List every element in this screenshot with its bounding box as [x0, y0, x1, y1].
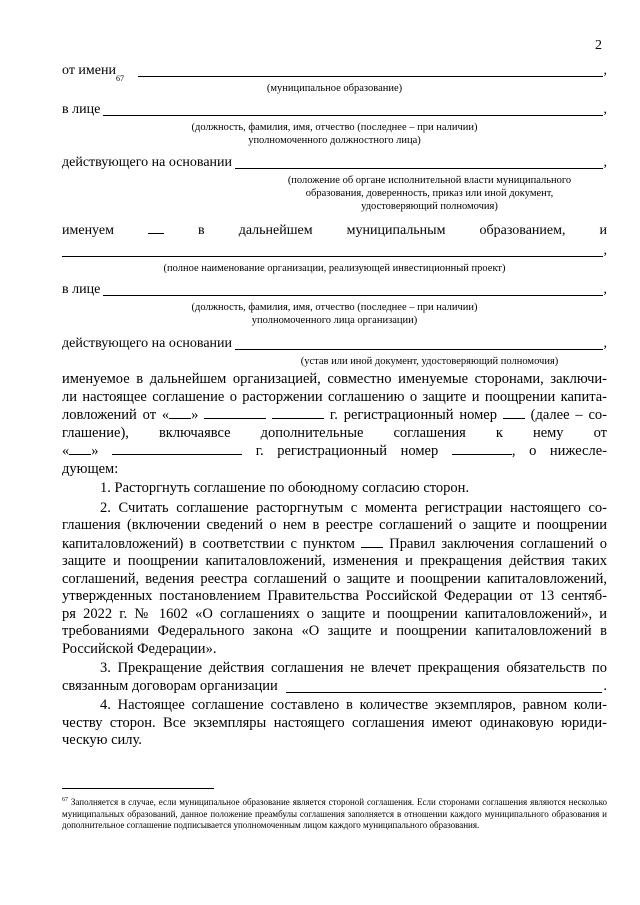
supplement-date-field[interactable]	[112, 442, 242, 455]
org-person-caption: (должность, фамилия, имя, отчество (последнее – при наличии) уполномоченного лица организации)	[191, 302, 478, 326]
clause-1: 1. Расторгнуть соглашение по обоюдному согласию сторон.	[100, 480, 470, 496]
municipality-caption: (муниципальное образование)	[266, 83, 403, 94]
basis-caption: (положение об органе исполнительной власти муниципального образования, доверенность, приказ или иной документ, удостоверяющий полномочия)	[287, 175, 572, 212]
named-line: именуем в дальнейшем муниципальным образованием, и	[62, 223, 608, 238]
charter-line: действующего на основании ,	[62, 336, 607, 351]
on-behalf-line: от имени 67 ,	[62, 63, 607, 83]
org-person-line: в лице ,	[62, 282, 607, 297]
org-name-caption: (полное наименование организации, реализующей инвестиционный проект)	[163, 263, 506, 274]
clause-3: 3. Прекращение действия соглашения не влечет прекращения обязательств по связанным договорам организации .	[62, 660, 607, 694]
supplement-number-field[interactable]	[452, 442, 512, 455]
charter-field[interactable]	[235, 336, 602, 350]
agreement-month-field[interactable]	[204, 406, 266, 419]
agreement-day-field[interactable]	[169, 406, 191, 419]
charter-caption: (устав или иной документ, удостоверяющий полномочия)	[300, 356, 559, 367]
org-name-field[interactable]	[62, 243, 603, 257]
agreement-body	[62, 62, 607, 750]
official-caption: (должность, фамилия, имя, отчество (последнее – при наличии) уполномоченного должностного лица)	[191, 122, 478, 146]
page-number: 2	[595, 38, 602, 53]
agreement-year-field[interactable]	[272, 406, 324, 419]
basis-line: действующего на основании ,	[62, 155, 607, 170]
org-person-field[interactable]	[103, 282, 602, 296]
gender-ending-field[interactable]	[148, 221, 164, 234]
supplement-day-field[interactable]	[69, 442, 91, 455]
related-contracts-field[interactable]	[286, 679, 603, 693]
footnote: $^{67}$ Заполняется в случае, если муниципальное образование является стороной соглашения. Если сторонами соглашения являются несколько муниципальных образований, данное положение преамбулы соглашения заполняется в отношении каждого муниципального образования и дополнительное соглашение подписывается уполномоченным лицом каждого муниципального образования.	[62, 797, 608, 830]
clause-2: 2. Считать соглашение расторгнутым с момента регистрации настоящего со- глашения (включении сведений о нем в реестре соглашений о защите и поощрении капиталовложений) в соответствии с пунктом Правил заключения соглашений о защите и поощрении капиталовложений, изменения и прекращения действия таких соглашений, ведения реестра соглашений о защите и поощрении капиталовложений, утвержденных постановлением Правительства Российской Федерации от 13 сентяб- ря 2022 г. № 1602 «О соглашениях о защите и поощрении капиталовложений», и требованиями Федерального закона «О защите и поощрении капиталовложений в Российской Федерации».	[62, 499, 608, 657]
footnote-divider	[62, 788, 214, 789]
org-name-line: ,	[62, 242, 607, 259]
preamble-text: именуемое в дальнейшем организацией, совместно именуемые сторонами, заключи- ли настоящее соглашение о расторжении соглашению о защите и поощрении капита- ловложений от « » г. регистрационный номер (далее – со- глашение), включаявсе дополнительные соглашения к нему от « » г. регистрационный номер , о нижесле- дующем: 1. Расторгнуть соглашение по обоюдному согласию сторон. 2. Считать соглашение расторгнутым с момента регистрации настоящего со- глашения (включении сведений о нем в реестре соглашений о защите и поощрении капиталовложений) в соответствии с пунктом Правил заключения соглашений о защите и поощрении капиталовложений, изменения и прекращения действия таких соглашений, ведения реестра соглашений о защите и поощрении капиталовложений, утвержденных постановлением Правительства Российской Федерации от 13 сентяб- ря 2022 г. № 1602 «О соглашениях о защите и поощрении капиталовложений», и требованиями Федерального закона «О защите и поощрении капиталовложений в Российской Федерации». 3. Прекращение действия соглашения не влечет прекращения обязательств по связанным договорам организации . 4. Настоящее соглашение составлено в количестве экземпляров, равном коли- честву сторон. Все экземпляры настоящего соглашения имеют одинаковую юриди- ческую силу.	[62, 371, 608, 748]
municipality-field[interactable]	[138, 63, 603, 77]
basis-field[interactable]	[235, 155, 602, 169]
official-line: в лице ,	[62, 102, 607, 117]
official-field[interactable]	[103, 102, 602, 116]
clause-4: 4. Настоящее соглашение составлено в количестве экземпляров, равном коли- честву сторон. Все экземпляры настоящего соглашения имеют одинаковую юриди- ческую силу.	[62, 697, 607, 748]
registration-number-field[interactable]	[503, 406, 525, 419]
rule-clause-field[interactable]	[361, 535, 383, 548]
